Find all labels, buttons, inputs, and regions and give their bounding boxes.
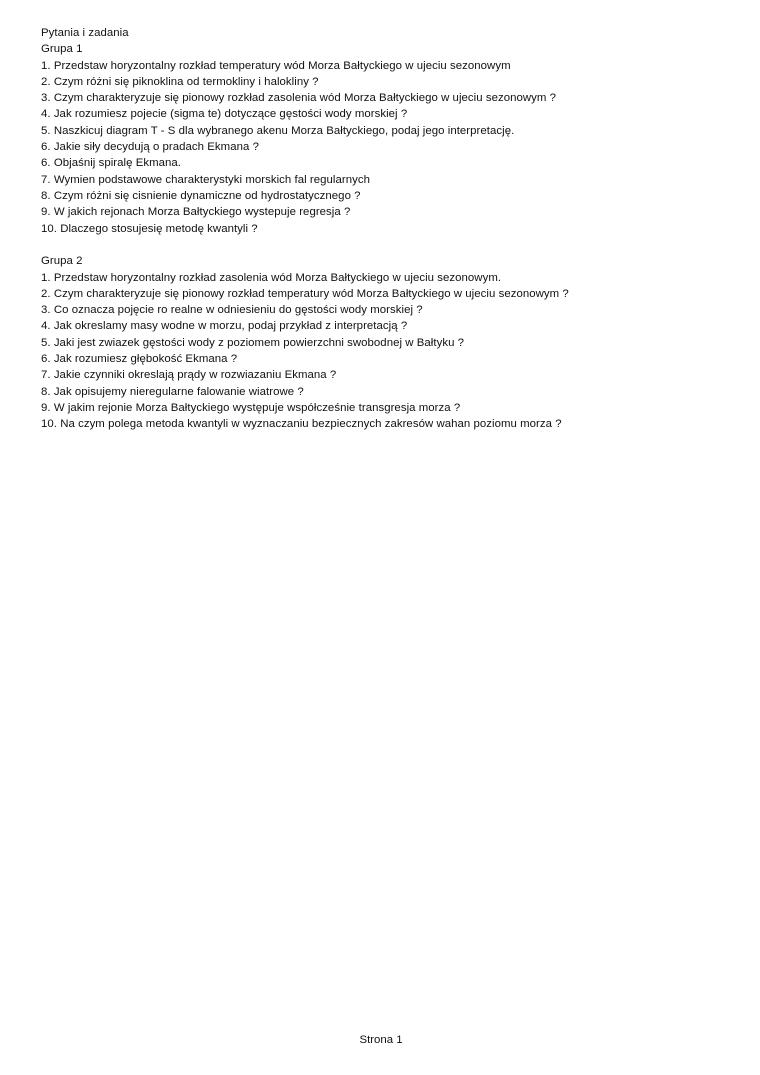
group-1-title: Grupa 1 bbox=[41, 43, 83, 56]
question-item: 6. Jakie siły decydują o pradach Ekmana ? bbox=[41, 141, 259, 154]
group-1-question-list bbox=[41, 58, 741, 237]
question-item: 10. Dlaczego stosujesię metodę kwantyli ? bbox=[41, 222, 258, 235]
question-item: 6. Objaśnij spiralę Ekmana. bbox=[41, 157, 182, 170]
page-number: Strona 1 bbox=[359, 1034, 403, 1046]
question-item: 10. Na czym polega metoda kwantyli w wyznaczaniu bezpiecznych zakresów wahan poziomu morza ? bbox=[41, 418, 562, 431]
question-item: 9. W jakich rejonach Morza Bałtyckiego wystepuje regresja ? bbox=[41, 206, 351, 219]
group-2-title: Grupa 2 bbox=[41, 255, 83, 268]
question-item: 4. Jak okreslamy masy wodne w morzu, podaj przykład z interpretacją ? bbox=[41, 320, 408, 333]
question-item: 2. Czym różni się piknoklina od termokliny i halokliny ? bbox=[41, 75, 319, 88]
question-item: 3. Co oznacza pojęcie ro realne w odniesieniu do gęstości wody morskiej ? bbox=[41, 304, 423, 317]
document-heading: Pytania i zadania bbox=[41, 27, 129, 39]
page-footer bbox=[0, 1033, 760, 1048]
question-item: 6. Jak rozumiesz głębokość Ekmana ? bbox=[41, 353, 238, 366]
question-item: 8. Jak opisujemy nieregularne falowanie wiatrowe ? bbox=[41, 385, 304, 398]
question-item: 5. Naszkicuj diagram T - S dla wybranego akenu Morza Bałtyckiego, podaj jego interpretację. bbox=[41, 124, 515, 137]
question-item: 1. Przedstaw horyzontalny rozkład temperatury wód Morza Bałtyckiego w ujeciu sezonowym bbox=[41, 59, 511, 72]
group-separator bbox=[41, 237, 741, 253]
question-item: 4. Jak rozumiesz pojecie (sigma te) dotyczące gęstości wody morskiej ? bbox=[41, 108, 408, 121]
question-item: 1. Przedstaw horyzontalny rozkład zasolenia wód Morza Bałtyckiego w ujeciu sezonowym. bbox=[41, 271, 502, 284]
question-item: 7. Wymien podstawowe charakterystyki morskich fal regularnych bbox=[41, 173, 370, 186]
question-item: 2. Czym charakteryzuje się pionowy rozkład temperatury wód Morza Bałtyckiego w ujeciu sezonowym ? bbox=[41, 287, 569, 300]
question-item: 7. Jakie czynniki okreslają prądy w rozwiazaniu Ekmana ? bbox=[41, 369, 337, 382]
question-item: 3. Czym charakteryzuje się pionowy rozkład zasolenia wód Morza Bałtyckiego w ujeciu sezonowym ? bbox=[41, 92, 557, 105]
question-item: 9. W jakim rejonie Morza Bałtyckiego występuje współcześnie transgresja morza ? bbox=[41, 401, 461, 414]
question-item: 8. Czym różni się cisnienie dynamiczne od hydrostatycznego ? bbox=[41, 189, 361, 202]
group-2-question-list bbox=[41, 270, 741, 433]
document-body bbox=[41, 25, 741, 433]
question-item: 5. Jaki jest zwiazek gęstości wody z poziomem powierzchni swobodnej w Bałtyku ? bbox=[41, 336, 465, 349]
